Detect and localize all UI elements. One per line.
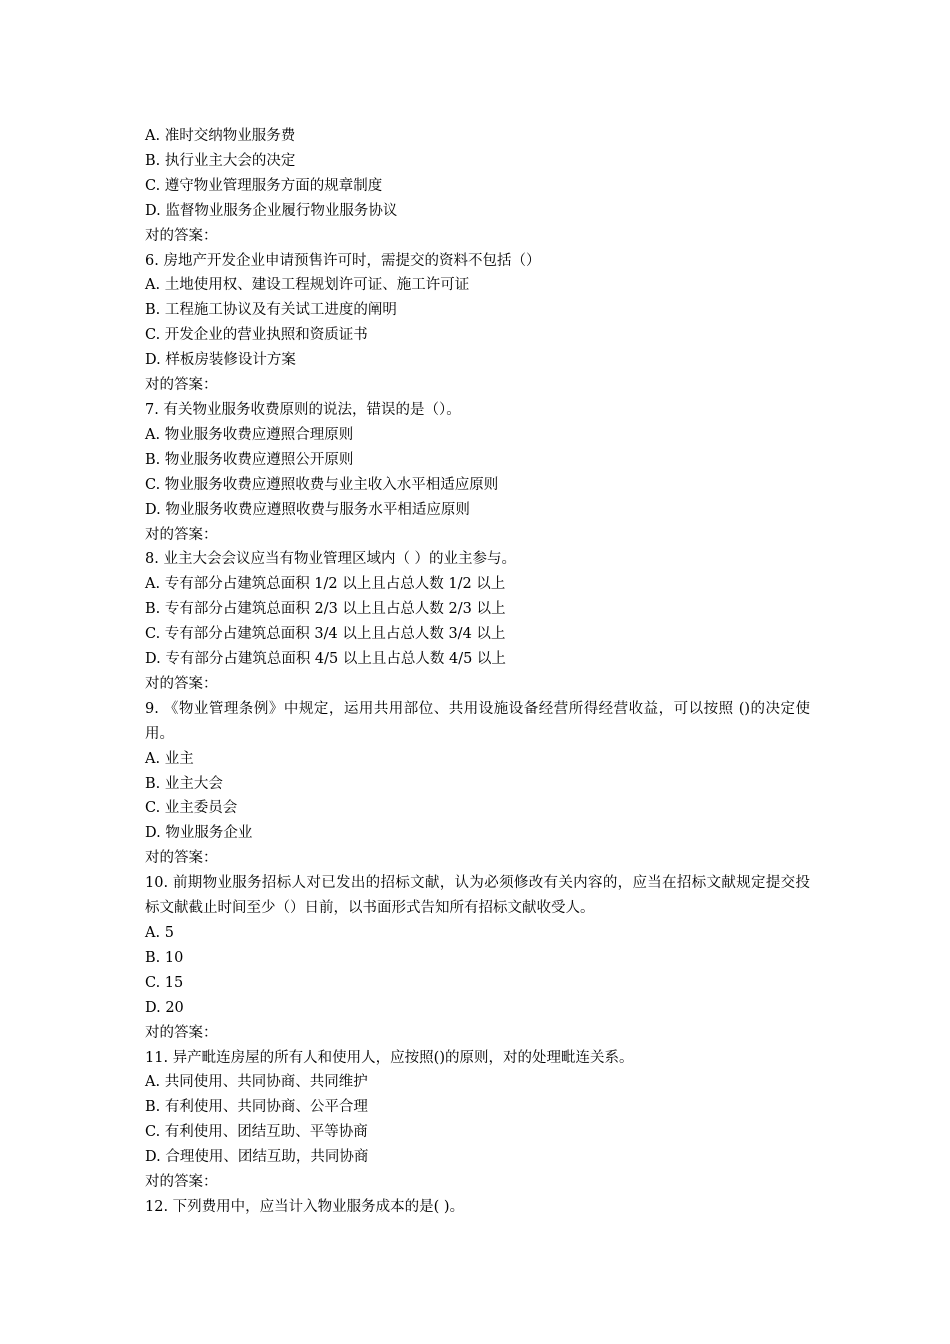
option-line: D. 监督物业服务企业履行物业服务协议	[145, 202, 398, 219]
option-line: B. 专有部分占建筑总面积 2/3 以上且占总人数 2/3 以上	[145, 601, 506, 618]
option-line: A. 土地使用权、建设工程规划许可证、施工许可证	[145, 277, 470, 294]
option-line: C. 物业服务收费应遵照收费与业主收入水平相适应原则	[145, 476, 499, 493]
option-line: D. 样板房装修设计方案	[145, 352, 296, 369]
option-line: D. 20	[145, 999, 184, 1016]
answer-label: 对的答案：	[145, 850, 218, 867]
option-line: B. 工程施工协议及有关试工进度的阐明	[145, 302, 397, 319]
question-stem-10: 10. 前期物业服务招标人对已发出的招标文献，认为必须修改有关内容的，应当在招标文献规定提交投标文献截止时间至少（）日前，以书面形式告知所有招标文献收受人。	[145, 875, 810, 917]
option-line: B. 10	[145, 949, 184, 966]
option-line: C. 遵守物业管理服务方面的规章制度	[145, 177, 383, 194]
option-line: B. 物业服务收费应遵照公开原则	[145, 451, 354, 468]
option-line: B. 执行业主大会的决定	[145, 152, 296, 169]
option-line: C. 专有部分占建筑总面积 3/4 以上且占总人数 3/4 以上	[145, 626, 506, 643]
answer-label: 对的答案：	[145, 526, 218, 543]
question-stem-12: 12. 下列费用中，应当计入物业服务成本的是( )。	[145, 1198, 465, 1215]
option-line: C. 业主委员会	[145, 800, 238, 817]
option-line: A. 准时交纳物业服务费	[145, 128, 296, 144]
question-stem-8: 8. 业主大会会议应当有物业管理区域内（ ）的业主参与。	[145, 551, 517, 568]
question-stem-7: 7. 有关物业服务收费原则的说法，错误的是（）。	[145, 401, 461, 418]
document-body	[145, 124, 810, 1220]
option-line: A. 专有部分占建筑总面积 1/2 以上且占总人数 1/2 以上	[145, 576, 506, 593]
answer-label: 对的答案：	[145, 1174, 218, 1191]
option-line: B. 业主大会	[145, 775, 223, 792]
option-line: C. 开发企业的营业执照和资质证书	[145, 327, 368, 344]
option-line: A. 共同使用、共同协商、共同维护	[145, 1074, 368, 1091]
question-stem-6: 6. 房地产开发企业申请预售许可时，需提交的资料不包括（）	[145, 252, 541, 269]
option-line: D. 专有部分占建筑总面积 4/5 以上且占总人数 4/5 以上	[145, 651, 506, 668]
question-stem-11: 11. 异产毗连房屋的所有人和使用人，应按照()的原则，对的处理毗连关系。	[145, 1049, 634, 1066]
answer-label: 对的答案：	[145, 675, 218, 692]
option-line: C. 15	[145, 974, 184, 991]
answer-label: 对的答案：	[145, 1024, 218, 1041]
option-line: D. 物业服务收费应遵照收费与服务水平相适应原则	[145, 501, 470, 518]
option-line: D. 物业服务企业	[145, 825, 253, 842]
option-line: C. 有利使用、团结互助、平等协商	[145, 1124, 368, 1141]
option-line: A. 5	[145, 925, 174, 941]
option-line: D. 合理使用、团结互助，共同协商	[145, 1149, 369, 1166]
option-line: B. 有利使用、共同协商、公平合理	[145, 1099, 368, 1116]
answer-label: 对的答案：	[145, 377, 218, 394]
option-line: A. 物业服务收费应遵照合理原则	[145, 426, 354, 443]
answer-label: 对的答案：	[145, 227, 218, 244]
question-stem-9: 9. 《物业管理条例》中规定，运用共用部位、共用设施设备经营所得经营收益，可以按照 ()的决定使用。	[145, 700, 810, 742]
option-line: A. 业主	[145, 750, 194, 767]
